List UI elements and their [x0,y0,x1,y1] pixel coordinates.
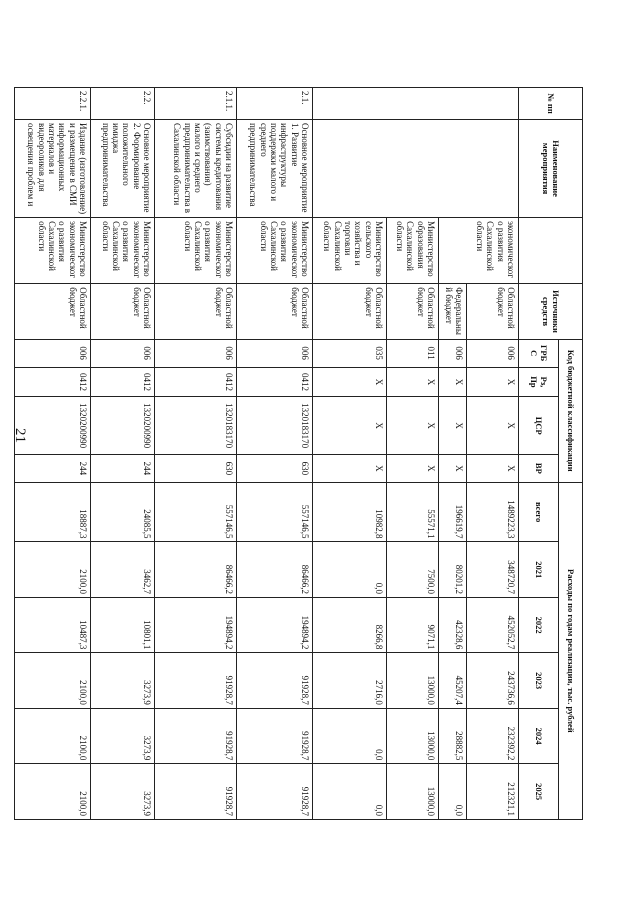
row-csr: 1320200990 [91,397,155,455]
header-name: Наименование мероприятия [519,120,583,218]
row-total: 18887,3 [15,482,91,542]
rotated-table-container [26,87,583,820]
row-grbs: 011 [387,339,439,367]
row-rzpr: X [439,367,467,397]
row-grbs: 006 [155,339,237,367]
row-2024: 91928,7 [237,708,313,763]
header-2021: 2021 [519,542,559,597]
row-2022: 194894,2 [237,597,313,652]
row-2025: 13000,0 [387,764,439,820]
row-2022: 10801,1 [91,597,155,652]
table-row [91,88,155,820]
header-executor [519,218,583,284]
header-csr: ЦСР [519,397,559,455]
row-num: 2.2.1. [15,88,91,120]
row-2024: 3273,9 [91,708,155,763]
row-name: Субсидии на развитие системы кредитования (заимствования) малого и среднего предпринимательства в Сахалинской области [155,120,237,218]
row-vr: 244 [91,454,155,482]
row-name: Основное мероприятие 1. Развитие инфраструктуры поддержки малого и среднего предпринимательства [237,120,313,218]
row-csr: 1320183170 [155,397,237,455]
row-grbs: 006 [237,339,313,367]
row-total: 55571,1 [387,482,439,542]
row-num: 2.1. [237,88,313,120]
row-num: 2.1.1. [155,88,237,120]
row-executor: Министерство экономического развития Сахалинской области [91,218,155,284]
row-csr: X [387,397,439,455]
header-vr: ВР [519,454,559,482]
row-2022: 10487,3 [15,597,91,652]
row-2023: 45207,4 [439,653,467,708]
table-row [467,88,519,820]
row-grbs: 006 [439,339,467,367]
row-2023: 91928,7 [237,653,313,708]
row-csr: X [467,397,519,455]
row-csr: X [313,397,387,455]
row-rzpr: 0412 [15,367,91,397]
row-rzpr: 0412 [91,367,155,397]
row-total: 557146,5 [237,482,313,542]
row-rzpr: X [313,367,387,397]
row-source: Областной бюджет [237,284,313,339]
row-2021: 80201,2 [439,542,467,597]
row-2025: 0,0 [313,764,387,820]
row-2023: 243736,6 [467,653,519,708]
header-expenses: Расходы по годам реализации, тыс. рублей [559,482,583,819]
page-number: 21 [12,428,28,443]
row-executor: экономического развития Сахалинской области [439,218,519,284]
row-grbs: 006 [91,339,155,367]
row-rzpr: X [467,367,519,397]
header-total: всего [519,482,559,542]
row-2024: 28882,5 [439,708,467,763]
row-2021: 86466,2 [237,542,313,597]
row-2025: 212321,1 [467,764,519,820]
row-2023: 13000,0 [387,653,439,708]
row-total: 10982,8 [313,482,387,542]
row-source: Областной бюджет [467,284,519,339]
row-total: 1489223,3 [467,482,519,542]
row-total: 557146,5 [155,482,237,542]
row-vr: 244 [15,454,91,482]
row-2022: 8266,8 [313,597,387,652]
row-2025: 2100,0 [15,764,91,820]
row-total: 24085,5 [91,482,155,542]
row-source: Областной бюджет [313,284,387,339]
header-sources: Источники средств [519,284,583,339]
header-2023: 2023 [519,653,559,708]
row-source: Областной бюджет [15,284,91,339]
row-2022: 42328,6 [439,597,467,652]
header-num: № пп [519,88,583,120]
header-rzpr: Рз, Пр [519,367,559,397]
row-executor: Министерство экономического развития Сахалинской области [237,218,313,284]
row-2024: 0,0 [313,708,387,763]
table-row [155,88,237,820]
row-source: Областной бюджет [91,284,155,339]
row-2024: 232392,2 [467,708,519,763]
row-grbs: 006 [15,339,91,367]
header-2022: 2022 [519,597,559,652]
row-2024: 13000,0 [387,708,439,763]
row-num [313,88,519,120]
row-name [313,120,519,218]
row-csr: 1320200990 [15,397,91,455]
row-source: Областной бюджет [387,284,439,339]
row-source: Федеральный бюджет [439,284,467,339]
table-row [237,88,313,820]
row-name: Основное мероприятие 2. Формирование положительного имиджа предпринимательства [91,120,155,218]
row-vr: X [387,454,439,482]
header-grbs: ГРБС [519,339,559,367]
row-executor: Министерство экономического развития Сахалинской области [155,218,237,284]
row-rzpr: 0412 [155,367,237,397]
row-vr: 630 [237,454,313,482]
row-2024: 2100,0 [15,708,91,763]
row-2023: 2100,0 [15,653,91,708]
row-total: 196619,7 [439,482,467,542]
row-2024: 91928,7 [155,708,237,763]
row-vr: 630 [155,454,237,482]
header-budget-code: Код бюджетной классификации [559,339,583,482]
row-2021: 0,0 [313,542,387,597]
row-2021: 3462,7 [91,542,155,597]
row-rzpr: X [387,367,439,397]
row-2025: 3273,9 [91,764,155,820]
row-2022: 9071,1 [387,597,439,652]
row-executor: Министерство образования Сахалинской области [387,218,439,284]
row-2022: 194894,2 [155,597,237,652]
row-2025: 91928,7 [155,764,237,820]
row-executor: Министерство сельского хозяйства и торговли Сахалинской области [313,218,387,284]
header-2024: 2024 [519,708,559,763]
row-csr: X [439,397,467,455]
row-2021: 2100,0 [15,542,91,597]
row-2021: 7500,0 [387,542,439,597]
row-2023: 91928,7 [155,653,237,708]
row-vr: X [467,454,519,482]
row-vr: X [313,454,387,482]
row-source: Областной бюджет [155,284,237,339]
row-grbs: 035 [313,339,387,367]
row-2023: 3273,9 [91,653,155,708]
row-2022: 452052,7 [467,597,519,652]
row-executor: Министерство экономического развития Сахалинской области [15,218,91,284]
row-num: 2.2. [91,88,155,120]
row-2021: 86466,2 [155,542,237,597]
row-2021: 348720,7 [467,542,519,597]
row-2025: 91928,7 [237,764,313,820]
budget-table [14,87,583,820]
row-vr: X [439,454,467,482]
row-name: Издание (изготовление) и размещение в СМИ информационных материалов и видеороликов для освещения проблем и [15,120,91,218]
row-rzpr: 0412 [237,367,313,397]
table-row [15,88,91,820]
row-2025: 0,0 [439,764,467,820]
header-2025: 2025 [519,764,559,820]
row-2023: 2716,0 [313,653,387,708]
row-csr: 1320183170 [237,397,313,455]
row-grbs: 006 [467,339,519,367]
